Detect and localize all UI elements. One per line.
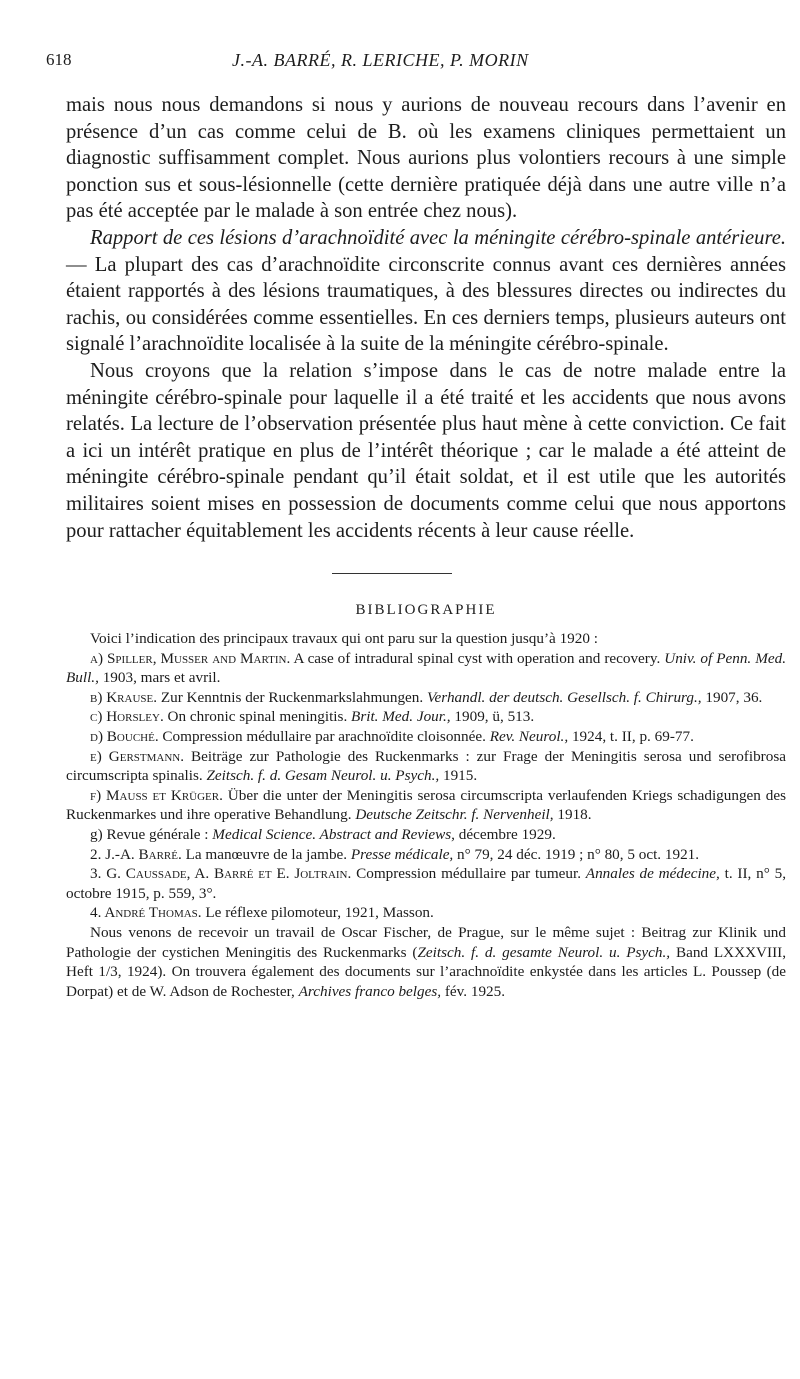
- reference-item: [66, 864, 786, 903]
- reference-details: 1909, ü, 513.: [450, 708, 535, 726]
- reference-journal: Verhandl. der deutsch. Gesellsch. f. Chirurg.,: [426, 688, 702, 706]
- section-heading: Rapport de ces lésions d’arachnoïdité avec la méningite cérébro-spinale antérieure.: [90, 226, 786, 249]
- reference-title: Zur Kenntnis der Ruckenmarkslahmungen.: [157, 688, 427, 706]
- reference-details: 1924, t. II, p. 69-77.: [568, 728, 694, 746]
- reference-author: c) Horsley.: [90, 708, 164, 726]
- reference-title: Über die unter der Meningitis serosa circumscripta verlaufenden Kriegs schadigungen des Ruckenmarkes und ihre operative Behandlung.: [66, 786, 786, 824]
- reference-item: [66, 825, 786, 845]
- reference-journal: Zeitsch. f. d. Gesam Neurol. u. Psych.,: [206, 767, 440, 785]
- bibliography-intro: Voici l’indication des principaux travaux qui ont paru sur la question jusqu’à 1920 :: [90, 630, 598, 648]
- reference-title: Compression médullaire par arachnoïdite cloisonnée.: [158, 728, 490, 746]
- paragraph-1: mais nous nous demandons si nous y aurions de nouveau recours dans l’avenir en présence d’un cas comme celui de B. où les examens cliniques permettaient un diagnostic suffisamment complet. Nous aurions plus volontiers recours à une simple ponction sus et sous-lésionnelle (cette dernière pratiquée déjà dans une autre ville n’a pas été acceptée par le malade à son entrée chez nous).: [66, 94, 786, 223]
- reference-title: Le réflexe pilomoteur, 1921, Masson.: [201, 904, 434, 922]
- reference-author: d) Bouché.: [90, 728, 159, 746]
- reference-journal: Rev. Neurol.,: [489, 728, 569, 746]
- reference-journal: Deutsche Zeitschr. f. Nervenheil,: [355, 806, 554, 824]
- bibliography: [66, 629, 786, 1001]
- reference-journal: Brit. Med. Jour.,: [351, 708, 451, 726]
- reference-item: [66, 747, 786, 786]
- reference-journal: Medical Science. Abstract and Reviews,: [212, 826, 455, 844]
- reference-title: A case of intradural spinal cyst with operation and recovery.: [290, 649, 665, 667]
- closing-journal: Zeitsch. f. d. gesamte Neurol. u. Psych.,: [417, 943, 671, 961]
- reference-item: [66, 649, 786, 688]
- reference-item: [66, 707, 786, 727]
- paragraph-2-text: — La plupart des cas d’arachnoïdite circonscrite connus avant ces dernières années étaient rapportés à des lésions traumatiques, à des blessures directes ou indirectes du rachis, ou considérées comme essentielles. En ces derniers temps, plusieurs auteurs ont signalé l’arachnoïdite localisée à la suite de la méningite cérébro-spinale.: [66, 253, 786, 356]
- bibliography-closing: [66, 923, 786, 1001]
- body-text: [66, 92, 786, 544]
- paragraph-2: [66, 225, 786, 358]
- reference-title: Beiträge zur Pathologie des Ruckenmarks : zur Frage der Meningitis serosa und serofibrosa circumscripta spinalis.: [66, 747, 786, 785]
- reference-item: [66, 845, 786, 865]
- reference-author: f) Mauss et Krüger.: [90, 786, 223, 804]
- paragraph-3: Nous croyons que la relation s’impose dans le cas de notre malade entre la méningite cérébro-spinale pour laquelle il a été traité et les accidents que nous avons relatés. La lecture de l’observation présentée plus haut mène à cette conviction. Ce fait a ici un intérêt pratique en plus de l’intérêt théorique ; car le malade a été atteint de méningite cérébro-spinale pendant qu’il était soldat, et il est utile que les autorités militaires soient mises en possession de documents comme celui que nous apportons pour rattacher équitablement les accidents récents à leur cause réelle.: [66, 359, 786, 542]
- reference-author: 2. J.-A. Barré.: [90, 845, 182, 863]
- reference-details: t. II, n° 5, octobre 1915, p. 559, 3°.: [66, 865, 787, 902]
- reference-details: n° 79, 24 déc. 1919 ; n° 80, 5 oct. 1921.: [453, 845, 700, 863]
- reference-details: 1918.: [553, 806, 592, 824]
- closing-archives: Archives franco belges,: [298, 982, 442, 1000]
- reference-journal: Annales de médecine,: [585, 865, 720, 883]
- bibliography-title: BIBLIOGRAPHIE: [355, 602, 497, 619]
- reference-item: [66, 727, 786, 747]
- reference-author: e) Gerstmann.: [90, 747, 185, 765]
- reference-author: 3. G. Caussade, A. Barré et E. Joltrain.: [90, 865, 352, 883]
- reference-title: Compression médullaire par tumeur.: [351, 865, 586, 883]
- reference-details: décembre 1929.: [454, 826, 556, 844]
- reference-author: b) Krause.: [90, 688, 158, 706]
- running-head-authors: J.-A. BARRÉ, R. LERICHE, P. MORIN: [232, 50, 529, 70]
- reference-item: [66, 786, 786, 825]
- reference-item: [66, 903, 786, 923]
- reference-item: [66, 688, 786, 708]
- reference-list: [66, 649, 786, 923]
- reference-title: On chronic spinal meningitis.: [163, 708, 352, 726]
- reference-journal: Univ. of Penn. Med. Bull.,: [66, 649, 786, 687]
- reference-details: 1915.: [439, 767, 478, 785]
- section-divider: [332, 573, 452, 574]
- reference-author: 4. André Thomas.: [90, 904, 202, 922]
- reference-title: g) Revue générale :: [90, 826, 213, 844]
- closing-text-3: fév. 1925.: [441, 982, 506, 1000]
- reference-details: 1907, 36.: [701, 688, 763, 706]
- reference-details: 1903, mars et avril.: [98, 669, 221, 687]
- reference-title: La manœuvre de la jambe.: [181, 845, 351, 863]
- closing-text-2: Band LXXXVIII, Heft 1/3, 1924). On trouvera également des documents sur l’arachnoïdite enkystée dans les articles L. Poussep (de Dorpat) et de W. Adson de Rochester,: [66, 943, 786, 1000]
- page-number: 618: [46, 50, 72, 69]
- closing-text-1: Nous venons de recevoir un travail de Oscar Fischer, de Prague, sur le même sujet : Beitrag zur Klinik und Pathologie der cystichen Meningitis des Ruckenmarks (: [66, 924, 786, 961]
- reference-journal: Presse médicale,: [350, 845, 454, 863]
- reference-author: a) Spiller, Musser and Martin.: [90, 649, 291, 667]
- page: [46, 50, 787, 1001]
- running-head: [46, 50, 786, 78]
